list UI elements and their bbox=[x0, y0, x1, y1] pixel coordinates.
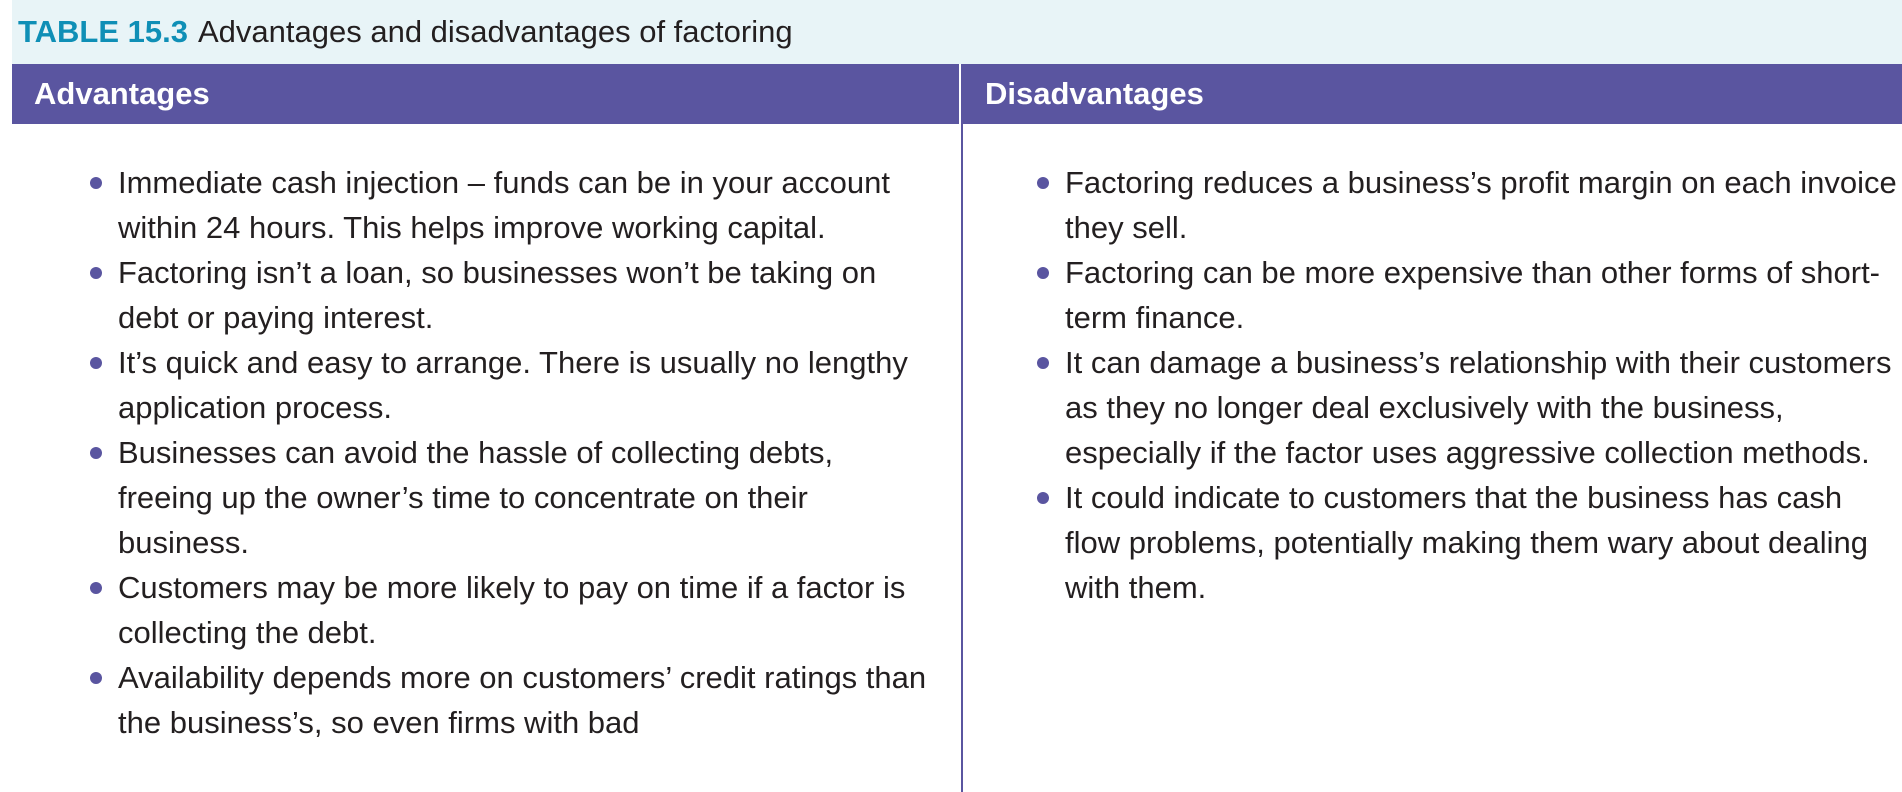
advantage-text: Immediate cash injection – funds can be in your account within 24 hours. This helps improve working capital. bbox=[118, 165, 891, 245]
advantage-item bbox=[90, 160, 930, 250]
advantage-item bbox=[90, 250, 930, 340]
advantage-text: Factoring isn’t a loan, so businesses won’t be taking on debt or paying interest. bbox=[118, 255, 877, 335]
bullet-icon bbox=[1037, 267, 1049, 279]
table-title: Advantages and disadvantages of factoring bbox=[197, 14, 793, 49]
table-caption bbox=[12, 0, 1902, 64]
advantages-header: Advantages bbox=[12, 64, 961, 124]
disadvantage-text: It can damage a business’s relationship with their customers as they no longer deal exclusively with the business, especially if the factor uses aggressive collection methods. bbox=[1065, 345, 1892, 470]
bullet-icon bbox=[1037, 492, 1049, 504]
disadvantage-text: It could indicate to customers that the business has cash flow problems, potentially making them wary about dealing with them. bbox=[1065, 480, 1868, 605]
disadvantages-header: Disadvantages bbox=[985, 76, 1204, 111]
bullet-icon bbox=[90, 447, 102, 459]
disadvantage-item bbox=[1037, 160, 1897, 250]
advantage-item bbox=[90, 340, 930, 430]
disadvantage-item bbox=[1037, 340, 1897, 475]
table-number: TABLE 15.3 bbox=[18, 14, 188, 49]
advantage-text: Availability depends more on customers’ credit ratings than the business’s, so even firms with bad bbox=[118, 660, 927, 740]
bullet-icon bbox=[90, 267, 102, 279]
bullet-icon bbox=[1037, 177, 1049, 189]
table-header-row bbox=[12, 64, 1902, 124]
disadvantages-list bbox=[1037, 160, 1897, 610]
bullet-icon bbox=[90, 582, 102, 594]
disadvantage-item bbox=[1037, 475, 1897, 610]
bullet-icon bbox=[90, 177, 102, 189]
column-divider bbox=[961, 124, 963, 792]
disadvantage-item bbox=[1037, 250, 1897, 340]
bullet-icon bbox=[90, 672, 102, 684]
advantage-item bbox=[90, 430, 930, 565]
bullet-icon bbox=[1037, 357, 1049, 369]
bullet-icon bbox=[90, 357, 102, 369]
advantage-text: Customers may be more likely to pay on time if a factor is collecting the debt. bbox=[118, 570, 906, 650]
disadvantage-text: Factoring can be more expensive than other forms of short-term finance. bbox=[1065, 255, 1881, 335]
advantages-list bbox=[90, 160, 930, 745]
advantage-item bbox=[90, 565, 930, 655]
advantage-item bbox=[90, 655, 930, 745]
advantage-text: Businesses can avoid the hassle of collecting debts, freeing up the owner’s time to concentrate on their business. bbox=[118, 435, 834, 560]
advantage-text: It’s quick and easy to arrange. There is usually no lengthy application process. bbox=[118, 345, 908, 425]
disadvantage-text: Factoring reduces a business’s profit margin on each invoice they sell. bbox=[1065, 165, 1897, 245]
